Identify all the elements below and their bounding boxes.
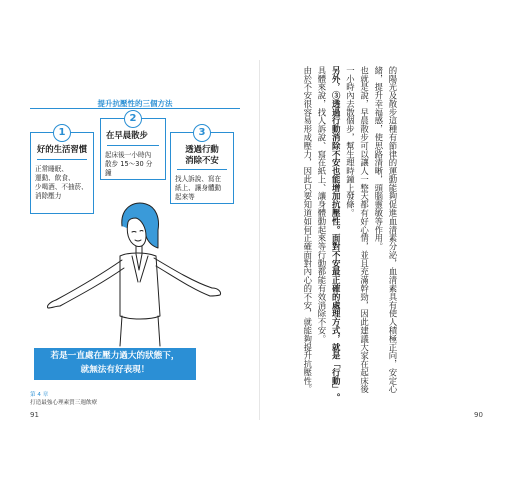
card-2-underline bbox=[107, 145, 159, 146]
woman-illustration bbox=[42, 196, 222, 366]
card-1-line: 運動、飲食、 bbox=[35, 173, 75, 182]
card-1-line: 消除壓力 bbox=[35, 192, 62, 201]
text-column: 另外，③透過行動消除不安也能增加抗壓性。面對不安最正確的處理方式，就是「行動」。 bbox=[331, 66, 342, 402]
card-2-title: 在早晨散步 bbox=[106, 130, 148, 140]
card-3-line: 紙上、讓身體動 bbox=[175, 184, 222, 193]
method-card-2 bbox=[100, 113, 166, 180]
body-text-vertical bbox=[301, 66, 400, 406]
card-1-line: 少喝酒、不抽菸、 bbox=[35, 182, 88, 191]
card-1-line: 正常睡眠、 bbox=[35, 164, 68, 173]
card-3-line: 找人訴說、寫在 bbox=[175, 175, 222, 183]
page-number-right: 90 bbox=[474, 411, 483, 419]
diagram-title: 提升抗壓性的三個方法 bbox=[97, 99, 173, 108]
card-2-body bbox=[101, 151, 165, 179]
key-message-callout bbox=[34, 348, 196, 380]
callout-line: 若是一直處在壓力過大的狀態下， bbox=[50, 351, 180, 361]
diagram-top-rule bbox=[30, 108, 240, 109]
left-arm bbox=[56, 260, 122, 300]
number-badge-1: 1 bbox=[53, 124, 71, 142]
card-2-line: 起床後一小時內 bbox=[105, 150, 152, 159]
card-2-line: 鐘 bbox=[105, 168, 112, 177]
card-1-underline bbox=[37, 159, 87, 160]
card-3-line: 起來等 bbox=[175, 193, 195, 202]
card-3-title-line: 消除不安 bbox=[185, 154, 219, 165]
page-gutter bbox=[259, 60, 260, 420]
chapter-tag: 第 4 章 bbox=[30, 392, 49, 398]
callout-line: 就無法有好表現！ bbox=[80, 364, 150, 375]
card-3-underline bbox=[177, 169, 227, 170]
text-column: 具體來說，找人訴說、寫在紙上、讓身體動起來等行動都能有效消除不安。 bbox=[316, 66, 327, 343]
text-column: 由於不安很容易形成壓力，因此只要知道如何正確面對內心的不安，就能夠提升抗壓性。 bbox=[302, 66, 313, 394]
text-column: 緒，提升幸福感，使思路清晰，頭腦靈敏等作用。 bbox=[373, 66, 384, 251]
number-badge-3: 3 bbox=[193, 124, 211, 142]
text-column: 的陽光及散步這種有節律的運動能夠促進血清素分泌，血清素具有使人積極正向，安定心 bbox=[388, 66, 398, 394]
number-badge-2: 2 bbox=[124, 110, 142, 128]
text-column: 也就是說，早晨散步可以讓人一整天都有好心情，並且充滿幹勁，因此建議大家在起床後 bbox=[359, 66, 370, 394]
card-3-title bbox=[171, 144, 233, 165]
text-column: 一小時內去散個步，幫生理時鐘上發條。 bbox=[345, 66, 356, 218]
card-3-title-line: 透過行動 bbox=[185, 144, 219, 154]
card-2-line: 散步 15～30 分 bbox=[105, 159, 153, 168]
page-number-left: 91 bbox=[30, 411, 39, 419]
right-arm bbox=[154, 258, 212, 288]
card-1-title: 好的生活習慣 bbox=[36, 144, 88, 154]
book-title-footer: 打造最強心理素質三週飲療 bbox=[30, 400, 98, 406]
method-card-3 bbox=[170, 127, 234, 204]
